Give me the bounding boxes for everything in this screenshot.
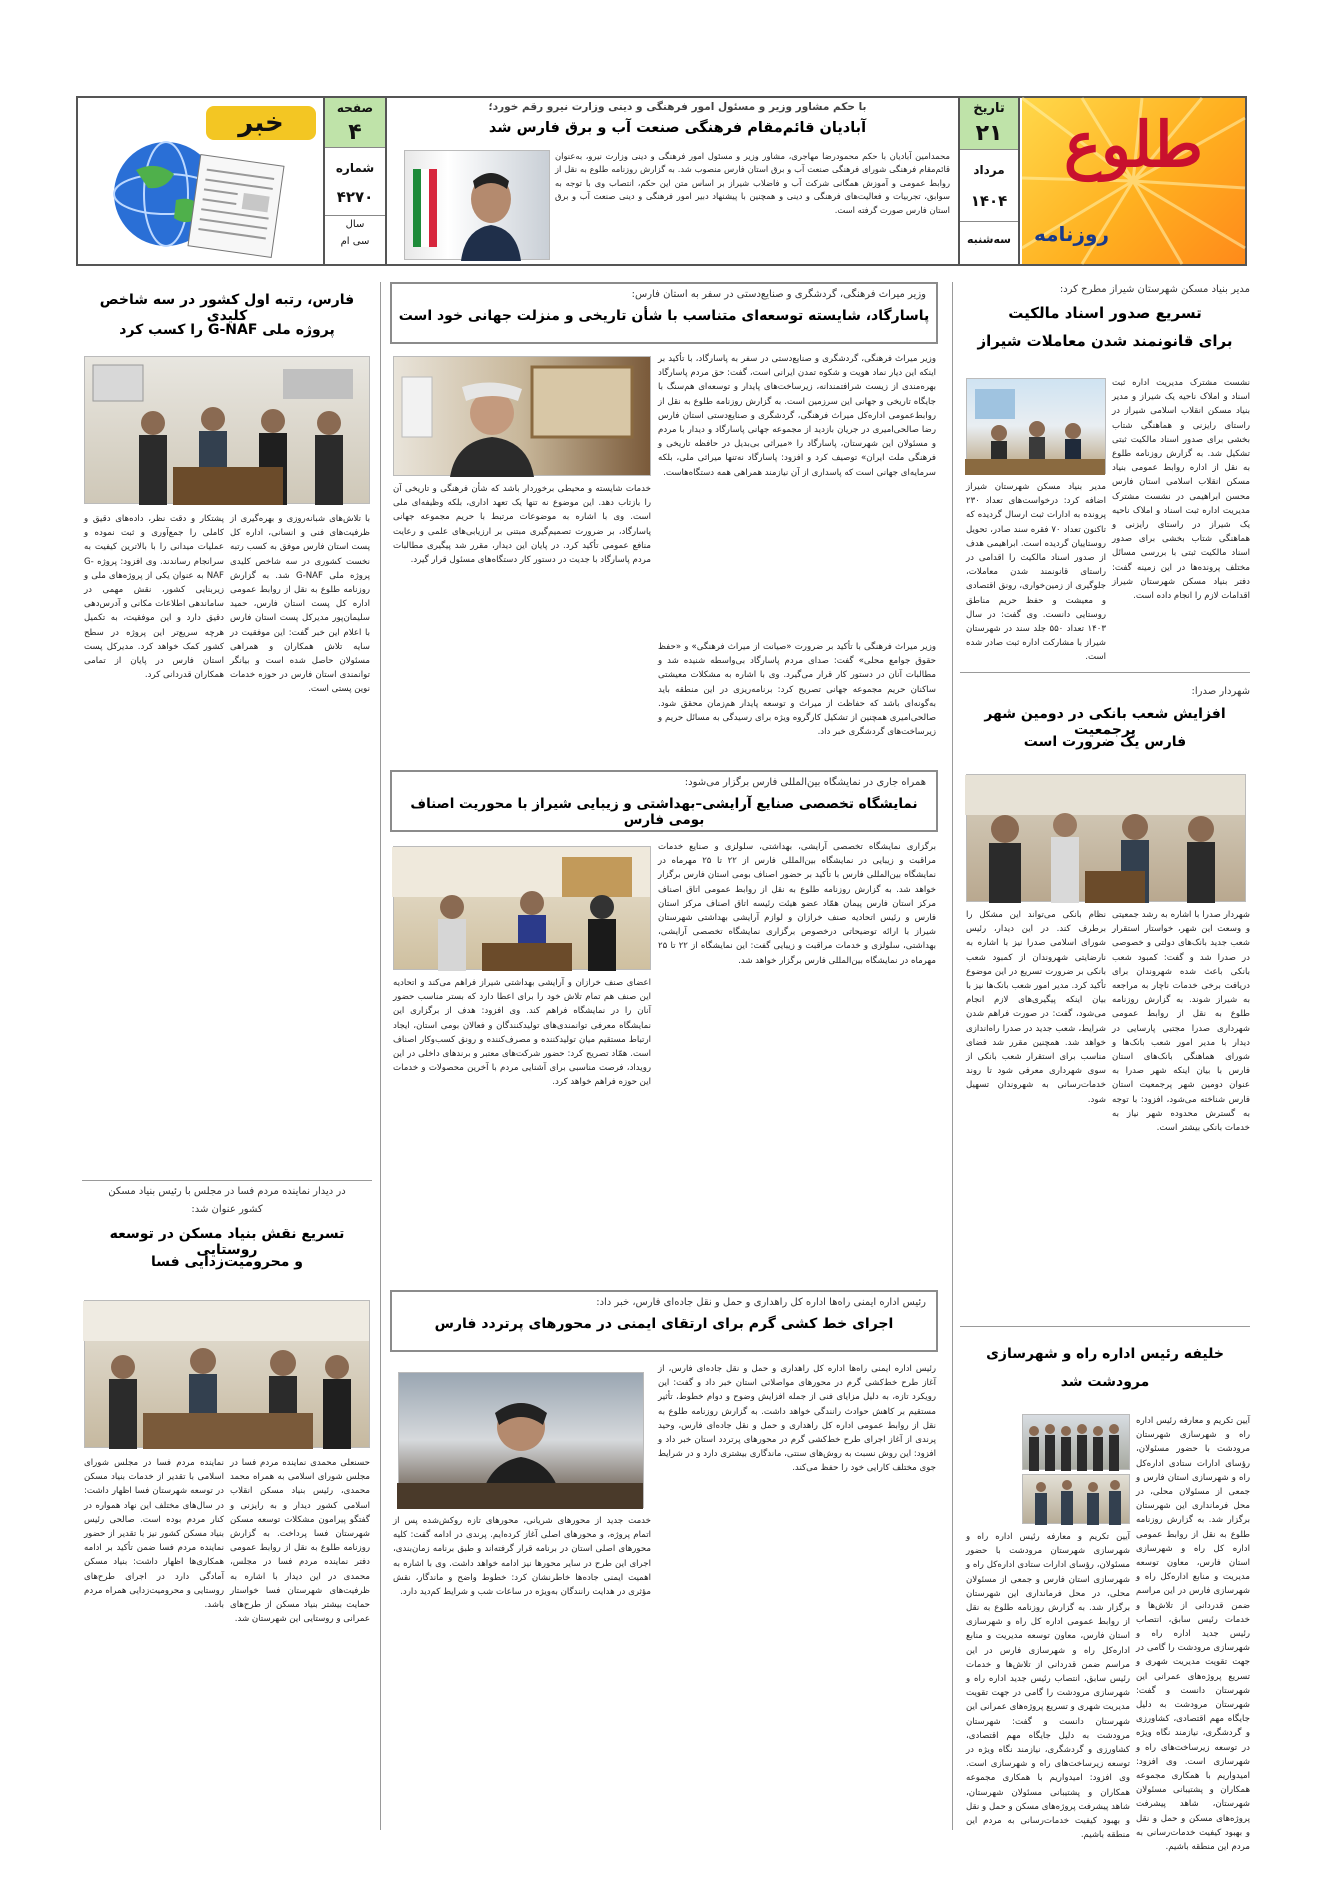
marvdasht-headline-2: مرودشت شد (1060, 1374, 1150, 1390)
newspaper-logo: طلوع (1064, 108, 1203, 181)
marvdasht-body-continued: آیین تکریم و معارفه رئیس اداره راه و شهرسازی شهرستان مرودشت با حضور مسئولان، رؤسای ادارات ستادی اداره‌کل راه و شهرسازی استان فارس و جمعی از مسئولان محلی، در محل فرمانداری این شهرستان برگزار شد. به گزارش روزنامه طلوع به نقل از روابط عمومی اداره کل راه و شهرسازی استان فارس، معاون توسعه مدیریت و منابع اداره‌کل راه و شهرسازی فارس در این مراسم ضمن قدردانی از تلاش‌ها و خدمات رئیس سابق، انتصاب رئیس جدید اداره راه و شهرسازی مرودشت را گامی در جهت تقویت مدیریت شهری و تسریع پروژه‌های عمرانی این شهرستان دانست و گفت: شهرستان مرودشت به دلیل جایگاه مهم اقتصادی، کشاورزی و گردشگری، نیازمند نگاه ویژه در توسعه زیرساخت‌های راه و شهرسازی است. وی افزود: امیدواریم با همکاری مجموعه همکاران و پشتیبانی مسئولان شهرستان، شاهد پیشرفت پروژه‌های مسکن و حمل و نقل و بهبود کیفیت خدمات‌رسانی به مردم این منطقه باشیم. (966, 1532, 1130, 1841)
page-number: ۴ (325, 118, 385, 148)
date-month: مرداد (973, 163, 1005, 177)
roads-body-2: خدمت جدید از محورهای شریانی، محورهای تازه روکش‌شده پس از اتمام پروژه، و محورهای اصلی آغاز کرده‌ایم. پرندی در ادامه گفت: کلیه محورهای اصلی استان در برنامه قرار گرفته‌اند و طبق برنامه زمان‌بندی، اجرای این طرح در سایر محورها نیز ادامه خواهد داشت. وی با اشاره به اهمیت ایمنی جاده‌ها خاطرنشان کرد: خطوط واضح و ماندگار، نقش مؤثری در هدایت رانندگان به‌ویژه در ساعات شب و شرایط کم‌دید دارد. (393, 1516, 651, 1598)
pasargad-body-3: وزیر میراث فرهنگی با تأکید بر ضرورت «صیانت از میراث فرهنگی» و «حفظ حقوق جوامع محلی» گفت: صدای مردم پاسارگاد بی‌واسطه شنیده شد و مطالبات آنان در دستور کار قرار می‌گیرد. وی با اشاره به مشکلات معیشتی ساکنان حریم مجموعه جهانی تصریح کرد: برنامه‌ریزی در این منطقه باید به‌گونه‌ای باشد که حفاظت از میراث و توسعه پایدار هم‌زمان محقق شود. صالحی‌امیری همچنین از تشکیل کارگروه ویژه برای رسیدگی به مسائل حریم و زیرساخت‌های گردشگری خبر داد. (658, 642, 936, 738)
lead-body: محمدامین آبادیان با حکم محمودرضا مهاجری، مشاور وزیر و مسئول امور فرهنگی و دینی وزارت نیرو، به‌عنوان قائم‌مقام فرهنگی شورای فرهنگی صنعت آب و برق استان فارس منصوب شد. به گزارش روزنامه طلوع به نقل از روابط عمومی و آموزش همگانی شرکت آب و فاضلاب شیراز بر اساس متن این حکم، انتصاب وی با توجه به سوابق، تجربیات و فعالیت‌های فرهنگی و دینی و همچنین با پیشنهاد دبیر امور فرهنگی و دینی صنعت آب و برق استان فارس صورت گرفته است. (555, 151, 950, 215)
parliament-meeting-icon (83, 1301, 369, 1449)
pasargad-photo (393, 356, 651, 476)
gnaf-headline-2: پروژه ملی G-NAF را کسب کرد (119, 322, 335, 338)
issue-number: ۴۲۷۰ (325, 182, 385, 216)
roads-body-1: رئیس اداره ایمنی راه‌ها اداره کل راهداری و حمل و نقل جاده‌ای فارس، از آغاز طرح خط‌کشی گرم در محورهای مواصلاتی استان خبر داد و گفت: این رویکرد تازه، به دلیل مزایای فنی از جمله افزایش وضوح و دوام خطوط، تأثیر مستقیم بر کاهش حوادث رانندگی خواهد داشت. به گزارش روزنامه طلوع به نقل از روابط عمومی اداره کل راهداری و حمل و نقل جاده‌ای فارس، وحید پرندی از آغاز اجرای طرح خط‌کشی گرم در محورهای پرتردد استان خبر داد و افزود: این روش نسبت به روش‌های سنتی، ماندگاری بیشتری دارد و در شرایط جوی مختلف کارایی خود را حفظ می‌کند. (658, 1364, 936, 1474)
gnaf-body-2: پشتکار و دقت نظر، داده‌های دقیق و کاملی را جمع‌آوری و ثبت نموده و عملیات میدانی را با بالاترین کیفیت به سرانجام رساندند. وی افزود: پروژه G-NAF به عنوان یکی از پروژه‌های ملی و زیربنایی کشور، نقش مهمی در ساماندهی اطلاعات مکانی و آدرس‌دهی دقیق دارد و این موفقیت، به تکمیل هرچه سریع‌تر این پروژه در سطح کشور کمک خواهد کرد. مدیرکل پست استان فارس در پایان از تمامی همکاران قدردانی کرد. (84, 514, 224, 681)
deeds-headline-1: تسریع صدور اسناد مالکیت (1008, 304, 1202, 322)
group-photo-icon (1021, 1415, 1129, 1471)
deeds-kicker: مدیر بنیاد مسکن شهرستان شیراز مطرح کرد: (1059, 284, 1250, 295)
expo-meeting-icon (392, 847, 650, 971)
banks-body-2: نظام بانکی می‌تواند این مشکل را برطرف کند. در این دیدار، رئیس شورای اسلامی صدرا نیز با اشاره به نارضایتی شهروندان از کمبود شعب بانکی بر ضرورت تسریع در این موضوع تأکید کرد. مدیر امور شعب بانک‌ها نیز با بیان اینکه پیگیری‌های لازم انجام می‌شود، گفت: در صورت فراهم شدن شرایط، شعب جدید در صدرا راه‌اندازی خواهد شد. همچنین مقرر شد فضای مناسب برای استقرار شعب بانکی از سوی شهرداری معرفی شود تا روند خدمات‌رسانی به شهروندان تسهیل شود. (966, 910, 1106, 1105)
pasargad-header-box (390, 282, 938, 344)
housing-fasa-headline-1: تسریع نقش بنیاد مسکن در توسعه روستایی (109, 1226, 345, 1258)
logo-block (1022, 98, 1245, 264)
roads-kicker: رئیس اداره ایمنی راه‌ها اداره کل راهداری و حمل و نقل جاده‌ای فارس، خبر داد: (596, 1297, 926, 1308)
marvdasht-photo-2 (1022, 1474, 1130, 1524)
portrait-icon (403, 151, 549, 261)
pasargad-body-1: وزیر میراث فرهنگی، گردشگری و صنایع‌دستی در سفر به پاسارگاد، با تأکید بر اینکه این دیار نماد هویت و شکوه تمدن ایرانی است، گفت: حق مردم پاسارگاد بهره‌مندی از زیست شرافتمندانه، زیرساخت‌های پایدار و توسعه‌ای هم‌سنگ با جایگاه تاریخی و جهانی این سرزمین است. به گزارش روزنامه طلوع به نقل از روابط‌عمومی اداره‌کل میراث فرهنگی، گردشگری و صنایع‌دستی استان فارس رضا صالحی‌امیری در جریان بازدید از مجموعه جهانی پاسارگاد و دیدار با مردم و مسئولان این شهرستان، پاسارگاد را «میراثی بی‌بدیل در حافظه تاریخی و فرهنگی ملت ایران» توصیف کرد و افزود: پاسارگاد نه‌تنها میراثی ملی، بلکه سرمایه‌ای جهانی است که پاسداری از آن نیازمند همراهی همه دستگاه‌هاست. (658, 354, 936, 478)
meeting-photo-icon (965, 379, 1105, 475)
pasargad-body-2: خدمات شایسته و محیطی برخوردار باشد که شأن فرهنگی و تاریخی آن را بازتاب دهد. این موضوع نه تنها یک تعهد اداری، بلکه وظیفه‌ای ملی است. وی با اشاره به موضوعات مرتبط با حریم مجموعه جهانی پاسارگاد، بر ضرورت تصمیم‌گیری مبتنی بر ارزیابی‌های علمی و رعایت منافع عمومی تأکید کرد. در پایان این دیدار، مقرر شد پیگیری مطالبات مردم پاسارگاد با جدیت در دستور کار دستگاه‌های مسئول قرار گیرد. (393, 484, 651, 566)
year-label: سال (345, 219, 365, 230)
issue-label: شماره (335, 161, 375, 175)
banks-photo (966, 774, 1246, 902)
banks-headline-2: فارس یک ضرورت است (1023, 734, 1187, 750)
date-day: ۲۱ (960, 120, 1018, 150)
lead-photo (404, 150, 550, 260)
banks-headline-1: افزایش شعب بانکی در دومین شهر پرجمعیت (984, 706, 1226, 738)
roads-header-box (390, 1290, 938, 1352)
post-meeting-icon (83, 357, 369, 505)
deeds-body-1: نشست مشترک مدیریت اداره ثبت اسناد و املاک ناحیه یک شیراز و مدیر بنیاد مسکن انقلاب اسلامی شیراز در راستای رایزنی و هماهنگی شتاب بخشی برای صدور اسناد مالکیت ثبتی تشکیل شد. به گزارش روزنامه طلوع به نقل از اداره روابط عمومی بنیاد مسکن انقلاب اسلامی استان فارس محسن ابراهیمی در نشست مشترک مدیریت اداره ثبت اسناد و املاک ناحیه یک شیراز در راستای رایزنی و هماهنگی شتاب بخشی برای صدور اسناد مالکیت ثبتی با بررسی مسائل مختلف پرونده‌ها در این زمینه گفت: دفتر بنیاد مسکن شهرستان شیراز اقدامات لازم را انجام داده است. (1112, 378, 1250, 602)
section-title-block (78, 98, 321, 264)
page-box (323, 98, 387, 264)
pasargad-headline: پاسارگاد، شایسته توسعه‌ای متناسب با شأن تاریخی و منزلت جهانی خود است (398, 308, 930, 324)
beauty-expo-kicker: همراه جاری در نمایشگاه بین‌المللی فارس برگزار می‌شود: (684, 777, 926, 788)
date-label: تاریخ (960, 98, 1018, 120)
banks-body-1: شهردار صدرا با اشاره به رشد جمعیتی و وسعت این شهر، خواستار استقرار شعب جدید بانک‌های دولتی و خصوصی در صدرا شد و گفت: کمبود شعب بانکی باعث شده شهروندان برای دریافت برخی خدمات ناچار به مراجعه به شیراز شوند. به گزارش روزنامه طلوع به نقل از روابط عمومی شهرداری صدرا مجتبی پارسایی در دیدار با مدیر امور شعب بانک‌ها و شورای هماهنگی بانک‌های استان فارس با بیان اینکه شهر صدرا به عنوان دومین شهر پرجمعیت استان فارس شناخته می‌شود، افزود: با توجه به گسترش محدوده شهر نیاز به خدمات بانکی بیشتر است. (1112, 910, 1250, 1134)
page-label: صفحه (325, 98, 385, 118)
column-rule (952, 282, 953, 1830)
official-portrait-icon (397, 1373, 643, 1509)
date-weekday: سه‌شنبه (967, 233, 1011, 246)
beauty-expo-headline: نمایشگاه تخصصی صنایع آرایشی–بهداشتی و زیبایی شیراز با محوریت اصناف بومی فارس (410, 796, 918, 828)
housing-fasa-photo (84, 1300, 370, 1448)
pasargad-kicker: وزیر میراث فرهنگی، گردشگری و صنایع‌دستی در سفر به استان فارس: (631, 289, 926, 300)
marvdasht-headline-1: خلیفه رئیس اداره راه و شهرسازی (986, 1346, 1224, 1362)
lead-headline: آبادیان قائم‌مقام فرهنگی صنعت آب و برق فارس شد (488, 120, 867, 136)
marvdasht-body-2 (966, 1530, 1130, 1841)
banks-kicker: شهردار صدرا: (1191, 686, 1250, 697)
beauty-expo-body-1: برگزاری نمایشگاه تخصصی آرایشی، بهداشتی، سلولزی و صنایع خدمات مراقبت و زیبایی در نمایشگاه بین‌المللی فارس از ۲۲ تا ۲۵ مهرماه در نمایشگاه بین‌المللی فارس با تأکید بر حضور اصناف بومی استان فارس برگزار خواهد شد. به گزارش روزنامه طلوع به نقل از روابط عمومی اتاق اصناف مرکز استان فارس پیمان همّاد عضو هیئت رئیسه اتاق اصناف مرکز استان فارس و رئیس اتحادیه صنف خرازان و لوازم آرایشی بهداشتی شهرستان شیراز با ارائه توضیحاتی درخصوص برگزاری نمایشگاه تخصصی آرایشی، بهداشتی، سلولزی و خدمات مراقبت و زیبایی گفت: این نمایشگاه از ۲۲ تا ۲۵ مهرماه در نمایشگاه بین‌المللی فارس برگزار خواهد شد. (658, 842, 936, 966)
gnaf-body-1: با تلاش‌های شبانه‌روزی و بهره‌گیری از ظرفیت‌های فنی و انسانی، اداره کل پست استان فارس موفق به کسب رتبه نخست کشوری در سه شاخص کلیدی پروژه ملی G-NAF شد. به گزارش روزنامه طلوع به نقل از روابط عمومی اداره کل پست استان فارس، حمید سلیمان‌پور مدیرکل پست استان فارس با اعلام این خبر گفت: این موفقیت در سایه تلاش همکاران و همراهی مسئولان حاصل شده است و بیانگر توانمندی استان فارس در حوزه خدمات نوین پستی است. (230, 514, 370, 695)
divider (960, 672, 1250, 673)
globe-newspaper-icon (96, 130, 296, 260)
marvdasht-photo-1 (1022, 1414, 1130, 1470)
housing-fasa-kicker-1: در دیدار نماینده مردم فسا در مجلس با رئیس بنیاد مسکن (108, 1186, 346, 1197)
section-title: خبر (206, 106, 316, 140)
marvdasht-body-1: آیین تکریم و معارفه رئیس اداره راه و شهرسازی شهرستان مرودشت با حضور مسئولان، رؤسای ادارات ستادی اداره‌کل راه و شهرسازی استان فارس و جمعی از مسئولان محلی، در محل فرمانداری این شهرستان برگزار شد. به گزارش روزنامه طلوع به نقل از روابط عمومی اداره کل راه و شهرسازی استان فارس، معاون توسعه مدیریت و منابع اداره‌کل راه و شهرسازی فارس در این مراسم ضمن قدردانی از تلاش‌ها و خدمات رئیس سابق، انتصاب رئیس جدید اداره راه و شهرسازی مرودشت را گامی در جهت تقویت مدیریت شهری و تسریع پروژه‌های عمرانی این شهرستان دانست و گفت: شهرستان مرودشت به دلیل جایگاه مهم اقتصادی، کشاورزی و گردشگری، نیازمند نگاه ویژه در توسعه زیرساخت‌های راه و شهرسازی است. وی افزود: امیدواریم با همکاری مجموعه همکاران و پشتیبانی مسئولان شهرستان، شاهد پیشرفت پروژه‌های مسکن و حمل و نقل و بهبود کیفیت خدمات‌رسانی به مردم این منطقه باشیم. (1136, 1416, 1250, 1853)
newspaper-subtitle: روزنامه (1034, 222, 1109, 246)
minister-portrait-icon (392, 357, 650, 477)
roads-headline: اجرای خط کشی گرم برای ارتقای ایمنی در محورهای پرتردد فارس (434, 1316, 894, 1332)
divider (960, 1326, 1250, 1327)
housing-fasa-body-2: نماینده مردم فسا در مجلس شورای اسلامی با تقدیر از خدمات بنیاد مسکن در توسعه شهرستان فسا اظهار داشت: در سال‌های مختلف این نهاد همواره در کنار مردم بوده است. صالحی رئیس بنیاد مسکن کشور نیز با تقدیر از حضور نماینده مردم فسا ضمن تأکید بر ادامه همکاری‌ها اظهار داشت: بنیاد مسکن آمادگی دارد در اجرای طرح‌های روستایی و محرومیت‌زدایی همراه مردم باشد. (84, 1458, 224, 1611)
housing-fasa-headline-2: و محرومیت‌زدایی فسا (151, 1254, 303, 1270)
divider (82, 1180, 372, 1181)
date-year: ۱۴۰۴ (960, 186, 1018, 222)
roads-photo (398, 1372, 644, 1508)
gnaf-photo (84, 356, 370, 504)
beauty-expo-header-box (390, 770, 938, 832)
banks-meeting-icon (965, 775, 1245, 903)
beauty-expo-body-2: اعضای صنف خرازان و آرایشی بهداشتی شیراز فراهم می‌کند و اتحادیه این صنف هم تمام تلاش خود را برای اعطا دارد که بستر مناسب حضور آنان را در نمایشگاه فراهم کند. وی افزود: هدف از برگزاری این نمایشگاه معرفی توانمندی‌های تولیدکنندگان و فعالان بومی استان، ایجاد ارتباط مستقیم میان تولیدکننده و مصرف‌کننده و رونق کسب‌وکار اصناف است. همّاد تصریح کرد: حضور شرکت‌های معتبر و برندهای داخلی در این رویداد، فرصت مناسبی برای آشنایی مردم با آخرین محصولات و خدمات این حوزه فراهم خواهد کرد. (393, 978, 651, 1088)
deeds-headline-2: برای قانونمند شدن معاملات شیراز (977, 332, 1233, 350)
deeds-photo (966, 378, 1106, 474)
year-value: سی ام (340, 236, 370, 247)
column-rule (380, 282, 381, 1830)
gnaf-headline-1: فارس، رتبه اول کشور در سه شاخص کلیدی (99, 292, 355, 324)
deeds-body-2: مدیر بنیاد مسکن شهرستان شیراز اضافه کرد: درخواست‌های تعداد ۲۳۰ پرونده به ادارات ثبت ارسال گردیده که تاکنون تعداد ۷۰ فقره سند صادر، تحویل روستاییان گردیده است. ابراهیمی هدف از صدور اسناد مالکیت را اقدامی در راستای قانونمند شدن معاملات، جلوگیری از زمین‌خواری، رونق اقتصادی و معیشت و حفظ حریم مناطق روستایی دانست. وی گفت: در سال ۱۴۰۳ تعداد ۵۵۰ جلد سند در شهرستان شیراز با مشارکت اداره ثبت صادر شده است. (966, 482, 1106, 663)
lead-kicker: با حکم مشاور وزیر و مسئول امور فرهنگی و دینی وزارت نیرو رقم خورد؛ (488, 101, 867, 113)
beauty-expo-photo (393, 846, 651, 970)
date-box (958, 98, 1020, 264)
housing-fasa-kicker-2: کشور عنوان شد: (191, 1204, 263, 1215)
housing-fasa-body-1: حسنعلی محمدی نماینده مردم فسا در مجلس شورای اسلامی به همراه محمد محمدی، رئیس بنیاد مسکن انقلاب اسلامی کشور دیدار و به رایزنی و گفتگو پیرامون مشکلات توسعه مسکن شهرستان فسا پرداخت. به گزارش روزنامه طلوع به نقل از روابط عمومی دفتر نماینده مردم فسا در مجلس، محمدی در این دیدار با اشاره به ظرفیت‌های شهرستان فسا خواستار حمایت بیشتر بنیاد مسکن از طرح‌های عمرانی و روستایی این شهرستان شد. (230, 1458, 370, 1625)
ceremony-photo-icon (1021, 1475, 1129, 1525)
